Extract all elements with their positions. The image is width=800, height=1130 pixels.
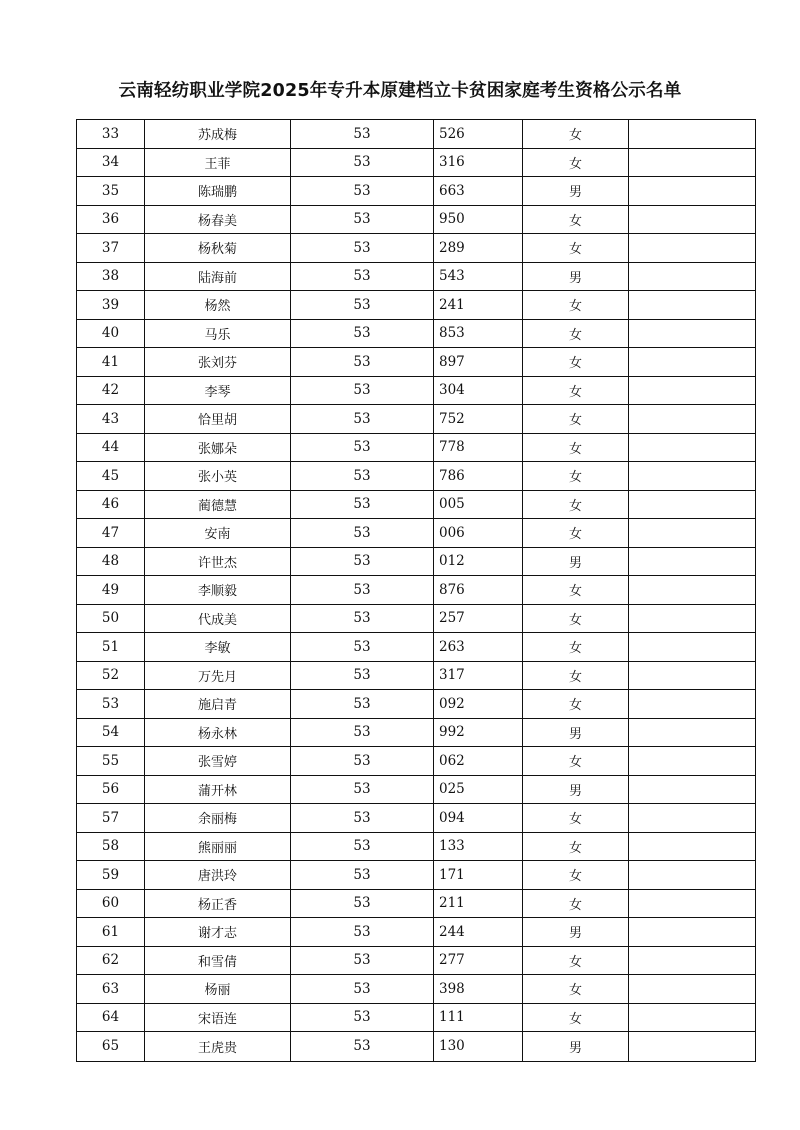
id-suffix-cell: 853	[433, 320, 523, 348]
table-row	[77, 405, 755, 434]
id-suffix-cell: 244	[433, 918, 523, 946]
region-code-cell: 53	[353, 638, 371, 655]
student-name-cell: 张刘芬	[145, 348, 291, 376]
student-name-cell: 杨丽	[145, 975, 291, 1003]
gender-cell: 女	[523, 434, 629, 462]
page-title: 云南轻纺职业学院2025年专升本原建档立卡贫困家庭考生资格公示名单	[118, 81, 682, 101]
student-name-cell: 李琴	[145, 377, 291, 405]
row-number-cell: 62	[77, 947, 145, 975]
id-suffix-cell: 778	[433, 434, 523, 462]
remarks-cell	[629, 719, 755, 747]
remarks-cell	[629, 120, 755, 148]
student-name-cell: 杨然	[145, 291, 291, 319]
id-suffix-cell: 950	[433, 206, 523, 234]
student-name-cell: 蒲开林	[145, 776, 291, 804]
gender-cell: 女	[523, 690, 629, 718]
remarks-cell	[629, 861, 755, 889]
region-code-cell: 53	[353, 353, 371, 370]
remarks-cell	[629, 833, 755, 861]
region-code-cell: 53	[353, 952, 371, 969]
gender-cell: 女	[523, 861, 629, 889]
row-number-cell: 47	[77, 519, 145, 547]
row-number-cell: 37	[77, 234, 145, 262]
gender-cell: 女	[523, 120, 629, 148]
student-name-cell: 杨秋菊	[145, 234, 291, 262]
id-suffix-cell: 897	[433, 348, 523, 376]
region-code-cell: 53	[353, 838, 371, 855]
region-code-cell: 53	[353, 125, 371, 142]
table-row	[77, 776, 755, 805]
roster-table	[76, 119, 756, 1062]
student-name-cell: 陈瑞鹏	[145, 177, 291, 205]
student-name-cell: 许世杰	[145, 548, 291, 576]
student-name-cell: 王菲	[145, 149, 291, 177]
table-row	[77, 263, 755, 292]
student-name-cell: 余丽梅	[145, 804, 291, 832]
region-code-cell: 53	[353, 667, 371, 684]
region-code-cell: 53	[353, 866, 371, 883]
row-number-cell: 45	[77, 462, 145, 490]
id-suffix-cell: 241	[433, 291, 523, 319]
region-code-cell: 53	[353, 325, 371, 342]
region-code-cell: 53	[353, 923, 371, 940]
gender-cell: 女	[523, 206, 629, 234]
gender-cell: 女	[523, 747, 629, 775]
id-suffix-cell: 277	[433, 947, 523, 975]
table-row	[77, 605, 755, 634]
remarks-cell	[629, 776, 755, 804]
student-name-cell: 唐洪玲	[145, 861, 291, 889]
region-code-cell: 53	[353, 752, 371, 769]
id-suffix-cell: 663	[433, 177, 523, 205]
gender-cell: 男	[523, 719, 629, 747]
gender-cell: 女	[523, 491, 629, 519]
table-row	[77, 633, 755, 662]
remarks-cell	[629, 348, 755, 376]
gender-cell: 女	[523, 1004, 629, 1032]
row-number-cell: 50	[77, 605, 145, 633]
remarks-cell	[629, 690, 755, 718]
remarks-cell	[629, 405, 755, 433]
table-row	[77, 918, 755, 947]
id-suffix-cell: 094	[433, 804, 523, 832]
row-number-cell: 60	[77, 890, 145, 918]
table-row	[77, 804, 755, 833]
remarks-cell	[629, 975, 755, 1003]
student-name-cell: 张娜朵	[145, 434, 291, 462]
region-code-cell: 53	[353, 496, 371, 513]
region-code-cell: 53	[353, 809, 371, 826]
gender-cell: 女	[523, 291, 629, 319]
row-number-cell: 53	[77, 690, 145, 718]
id-suffix-cell: 317	[433, 662, 523, 690]
id-suffix-cell: 006	[433, 519, 523, 547]
row-number-cell: 46	[77, 491, 145, 519]
remarks-cell	[629, 947, 755, 975]
id-suffix-cell: 211	[433, 890, 523, 918]
student-name-cell: 李敏	[145, 633, 291, 661]
table-row	[77, 719, 755, 748]
table-row	[77, 890, 755, 919]
id-suffix-cell: 786	[433, 462, 523, 490]
table-row	[77, 690, 755, 719]
region-code-cell: 53	[353, 410, 371, 427]
region-code-cell: 53	[353, 268, 371, 285]
region-code-cell: 53	[353, 581, 371, 598]
gender-cell: 男	[523, 918, 629, 946]
table-row	[77, 434, 755, 463]
table-row	[77, 576, 755, 605]
id-suffix-cell: 316	[433, 149, 523, 177]
gender-cell: 女	[523, 975, 629, 1003]
gender-cell: 男	[523, 177, 629, 205]
remarks-cell	[629, 804, 755, 832]
row-number-cell: 59	[77, 861, 145, 889]
id-suffix-cell: 092	[433, 690, 523, 718]
student-name-cell: 王虎贵	[145, 1032, 291, 1061]
remarks-cell	[629, 890, 755, 918]
table-row	[77, 662, 755, 691]
id-suffix-cell: 263	[433, 633, 523, 661]
row-number-cell: 49	[77, 576, 145, 604]
region-code-cell: 53	[353, 610, 371, 627]
region-code-cell: 53	[353, 296, 371, 313]
student-name-cell: 安南	[145, 519, 291, 547]
region-code-cell: 53	[353, 524, 371, 541]
remarks-cell	[629, 662, 755, 690]
remarks-cell	[629, 234, 755, 262]
remarks-cell	[629, 320, 755, 348]
remarks-cell	[629, 1004, 755, 1032]
gender-cell: 男	[523, 263, 629, 291]
id-suffix-cell: 543	[433, 263, 523, 291]
id-suffix-cell: 005	[433, 491, 523, 519]
region-code-cell: 53	[353, 467, 371, 484]
row-number-cell: 38	[77, 263, 145, 291]
table-row	[77, 1032, 755, 1061]
gender-cell: 女	[523, 947, 629, 975]
gender-cell: 女	[523, 405, 629, 433]
student-name-cell: 蔺德慧	[145, 491, 291, 519]
remarks-cell	[629, 633, 755, 661]
remarks-cell	[629, 576, 755, 604]
table-row	[77, 206, 755, 235]
gender-cell: 女	[523, 804, 629, 832]
table-row	[77, 519, 755, 548]
region-code-cell: 53	[353, 154, 371, 171]
gender-cell: 女	[523, 348, 629, 376]
row-number-cell: 54	[77, 719, 145, 747]
id-suffix-cell: 398	[433, 975, 523, 1003]
student-name-cell: 谢才志	[145, 918, 291, 946]
row-number-cell: 42	[77, 377, 145, 405]
gender-cell: 女	[523, 576, 629, 604]
row-number-cell: 65	[77, 1032, 145, 1061]
remarks-cell	[629, 918, 755, 946]
gender-cell: 女	[523, 377, 629, 405]
id-suffix-cell: 111	[433, 1004, 523, 1032]
id-suffix-cell: 304	[433, 377, 523, 405]
gender-cell: 男	[523, 548, 629, 576]
remarks-cell	[629, 149, 755, 177]
student-name-cell: 张雪婷	[145, 747, 291, 775]
gender-cell: 男	[523, 776, 629, 804]
table-row	[77, 149, 755, 178]
row-number-cell: 48	[77, 548, 145, 576]
table-row	[77, 234, 755, 263]
table-row	[77, 861, 755, 890]
gender-cell: 女	[523, 633, 629, 661]
id-suffix-cell: 025	[433, 776, 523, 804]
row-number-cell: 51	[77, 633, 145, 661]
row-number-cell: 64	[77, 1004, 145, 1032]
gender-cell: 男	[523, 1032, 629, 1061]
table-row	[77, 491, 755, 520]
id-suffix-cell: 012	[433, 548, 523, 576]
table-row	[77, 320, 755, 349]
row-number-cell: 61	[77, 918, 145, 946]
row-number-cell: 41	[77, 348, 145, 376]
row-number-cell: 58	[77, 833, 145, 861]
region-code-cell: 53	[353, 211, 371, 228]
gender-cell: 女	[523, 462, 629, 490]
table-row	[77, 291, 755, 320]
student-name-cell: 恰里胡	[145, 405, 291, 433]
table-row	[77, 177, 755, 206]
row-number-cell: 56	[77, 776, 145, 804]
remarks-cell	[629, 462, 755, 490]
region-code-cell: 53	[353, 382, 371, 399]
id-suffix-cell: 133	[433, 833, 523, 861]
student-name-cell: 和雪倩	[145, 947, 291, 975]
region-code-cell: 53	[353, 724, 371, 741]
gender-cell: 女	[523, 234, 629, 262]
region-code-cell: 53	[353, 980, 371, 997]
id-suffix-cell: 130	[433, 1032, 523, 1061]
gender-cell: 女	[523, 605, 629, 633]
row-number-cell: 34	[77, 149, 145, 177]
remarks-cell	[629, 1032, 755, 1061]
row-number-cell: 39	[77, 291, 145, 319]
remarks-cell	[629, 206, 755, 234]
student-name-cell: 万先月	[145, 662, 291, 690]
region-code-cell: 53	[353, 439, 371, 456]
region-code-cell: 53	[353, 553, 371, 570]
student-name-cell: 宋语连	[145, 1004, 291, 1032]
table-row	[77, 462, 755, 491]
gender-cell: 女	[523, 833, 629, 861]
region-code-cell: 53	[353, 895, 371, 912]
remarks-cell	[629, 747, 755, 775]
student-name-cell: 杨春美	[145, 206, 291, 234]
row-number-cell: 44	[77, 434, 145, 462]
remarks-cell	[629, 548, 755, 576]
table-row	[77, 548, 755, 577]
student-name-cell: 代成美	[145, 605, 291, 633]
gender-cell: 女	[523, 320, 629, 348]
student-name-cell: 李顺毅	[145, 576, 291, 604]
id-suffix-cell: 257	[433, 605, 523, 633]
region-code-cell: 53	[353, 1009, 371, 1026]
remarks-cell	[629, 491, 755, 519]
region-code-cell: 53	[353, 182, 371, 199]
region-code-cell: 53	[353, 781, 371, 798]
student-name-cell: 熊丽丽	[145, 833, 291, 861]
gender-cell: 女	[523, 519, 629, 547]
student-name-cell: 苏成梅	[145, 120, 291, 148]
id-suffix-cell: 526	[433, 120, 523, 148]
row-number-cell: 63	[77, 975, 145, 1003]
student-name-cell: 张小英	[145, 462, 291, 490]
student-name-cell: 杨正香	[145, 890, 291, 918]
row-number-cell: 55	[77, 747, 145, 775]
row-number-cell: 36	[77, 206, 145, 234]
student-name-cell: 施启青	[145, 690, 291, 718]
remarks-cell	[629, 377, 755, 405]
remarks-cell	[629, 434, 755, 462]
remarks-cell	[629, 263, 755, 291]
id-suffix-cell: 992	[433, 719, 523, 747]
student-name-cell: 杨永林	[145, 719, 291, 747]
table-row	[77, 833, 755, 862]
student-name-cell: 陆海前	[145, 263, 291, 291]
remarks-cell	[629, 605, 755, 633]
table-row	[77, 747, 755, 776]
id-suffix-cell: 062	[433, 747, 523, 775]
id-suffix-cell: 289	[433, 234, 523, 262]
remarks-cell	[629, 291, 755, 319]
row-number-cell: 33	[77, 120, 145, 148]
id-suffix-cell: 876	[433, 576, 523, 604]
id-suffix-cell: 171	[433, 861, 523, 889]
table-row	[77, 377, 755, 406]
region-code-cell: 53	[353, 1038, 371, 1055]
student-name-cell: 马乐	[145, 320, 291, 348]
table-row	[77, 120, 755, 149]
region-code-cell: 53	[353, 239, 371, 256]
row-number-cell: 52	[77, 662, 145, 690]
gender-cell: 女	[523, 149, 629, 177]
table-row	[77, 1004, 755, 1033]
table-row	[77, 348, 755, 377]
row-number-cell: 35	[77, 177, 145, 205]
gender-cell: 女	[523, 890, 629, 918]
remarks-cell	[629, 177, 755, 205]
row-number-cell: 43	[77, 405, 145, 433]
table-row	[77, 975, 755, 1004]
row-number-cell: 40	[77, 320, 145, 348]
id-suffix-cell: 752	[433, 405, 523, 433]
row-number-cell: 57	[77, 804, 145, 832]
region-code-cell: 53	[353, 695, 371, 712]
table-row	[77, 947, 755, 976]
gender-cell: 女	[523, 662, 629, 690]
remarks-cell	[629, 519, 755, 547]
